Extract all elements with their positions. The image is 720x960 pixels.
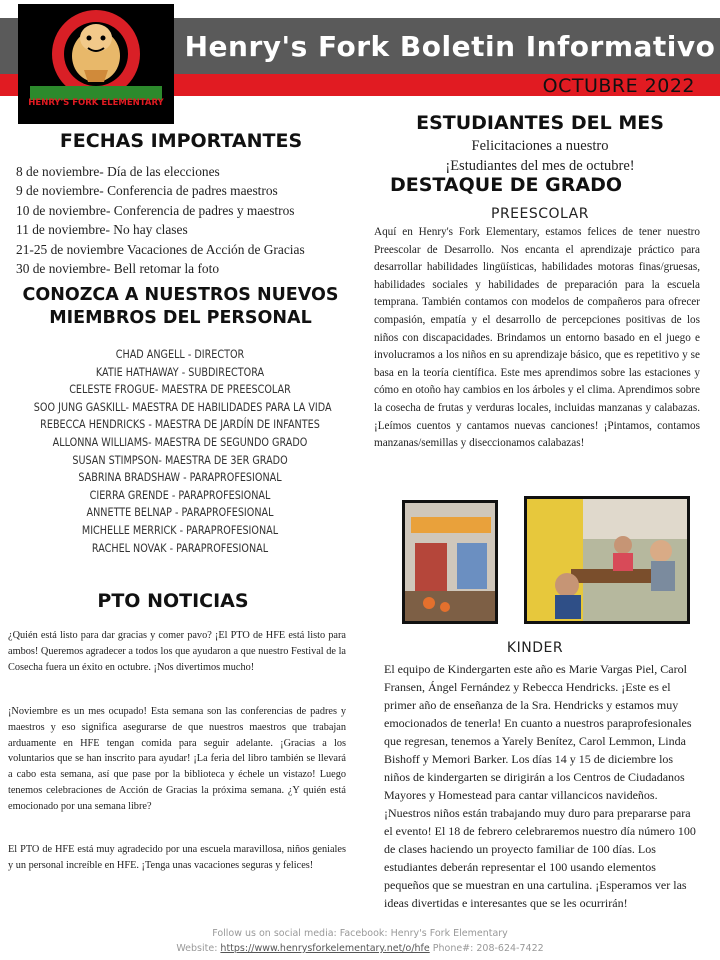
- staff-member: CIERRA GRENDE - PARAPROFESIONAL: [89, 488, 271, 502]
- classroom-image: [405, 503, 495, 621]
- pto-paragraph: El PTO de HFE está muy agradecido por una escuela maravillosa, niños geniales y un personal increíble en HFE. ¡Tenga unas vacaciones seguras y felices!: [8, 844, 346, 871]
- children-activity-image: [527, 499, 687, 621]
- staff-member: SABRINA BRADSHAW - PARAPROFESIONAL: [78, 471, 282, 485]
- date-item: 8 de noviembre- Día de las elecciones: [16, 164, 220, 179]
- date-item: 11 de noviembre- No hay clases: [16, 222, 188, 238]
- staff-member: MICHELLE MERRICK - PARAPROFESIONAL: [81, 523, 279, 537]
- new-staff-heading-line: CONOZCA A NUESTROS NUEVOS: [22, 285, 339, 305]
- footer-phone: Phone#: 208-624-7422: [429, 943, 544, 954]
- pto-paragraph: ¡Noviembre es un mes ocupado! Esta semana son las conferencias de padres y maestros y eso significa asegurarse de que nuestros maestros que trabajan arduamente en HFE tengan comida para seguir adelante. ¡Gracias a los voluntarios que se han inscrito para ayudar! ¡La feria del libro también se llevará a cabo esta semana, así que pase por la biblioteca y échele un vistazo! Luego tenemos celebraciones de Acción de Gracias la próxima semana. ¿Y quién está emocionado por una semana libre?: [8, 706, 346, 812]
- staff-member: SUSAN STIMPSON- MAESTRA DE 3ER GRADO: [72, 453, 288, 467]
- staff-member: ANNETTE BELNAP - PARAPROFESIONAL: [86, 506, 274, 520]
- newsletter-month: OCTUBRE 2022: [542, 75, 695, 97]
- date-item: 30 de noviembre- Bell retomar la foto: [16, 261, 220, 277]
- grade-highlight-heading: DESTAQUE DE GRADO: [389, 174, 623, 196]
- newsletter-title: Henry's Fork Boletin Informativo: [184, 30, 716, 63]
- preschool-text: Aquí en Henry's Fork Elementary, estamos felices de tener nuestro Preescolar de Desarrollo. Nos encanta el aprendizaje práctico para desarrollar habilidades lingüísticas, habilidades motoras finas/gruesas, habilidades sociales y habilidades de preparación para la escuela temprana. También contamos con modelos de compañeros para ofrecer compasión, empatía y el desarrollo de percepciones positivas de los niños con discapacidades. Brindamos un entorno basado en el juego e involucramos a los niños en su aprendizaje básico, que es repetitivo y se basa en la teoría científica. Este mes aprendimos sobre las estaciones y cómo en otoño hay cambios en los árboles y el clima. Aprendimos sobre la cosecha de frutas y verduras locales, incluidas manzanas y calabazas. ¡Leímos cuentos y cantamos nuevas canciones! ¡Pintamos, contamos manzanas/semillas y diseccionamos calabazas!: [374, 226, 700, 450]
- students-of-month-line: Felicitaciones a nuestro: [471, 138, 609, 154]
- preschool-title: PREESCOLAR: [491, 206, 589, 222]
- preschool-activity-photo: [524, 496, 690, 624]
- staff-member: SOO JUNG GASKILL- MAESTRA DE HABILIDADES PARA LA VIDA: [33, 400, 332, 414]
- students-of-month-line: ¡Estudiantes del mes de octubre!: [445, 158, 635, 174]
- staff-member: CELESTE FROGUE- MAESTRA DE PREESCOLAR: [69, 383, 291, 397]
- staff-member: KATIE HATHAWAY - SUBDIRECTORA: [95, 365, 265, 379]
- date-item: 9 de noviembre- Conferencia de padres maestros: [16, 183, 278, 199]
- footer-social: Follow us on social media: Facebook: Henry's Fork Elementary: [212, 928, 508, 939]
- kinder-text: El equipo de Kindergarten este año es Marie Vargas Piel, Carol Fransen, Ángel Fernández y Rebecca Hendricks. ¡Este es el primer año de enseñanza de la Sra. Hendricks y estamos muy emocionados de tenerla! En cuanto a nuestros paraprofesionales que regresan, tenemos a Yarely Benítez, Carol Lemmon, Linda Bishoff y Memori Barker. Los días 14 y 15 de diciembre los niños de kindergarten se dirigirán a los Centros de Ciudadanos Mayores y Homestead para cantar villancicos navideños. ¡Nuestros niños están trabajando muy duro para prepararse para el evento! El 18 de febrero celebraremos nuestro día número 100 de clases haciendo un proyecto familiar de 100 días. Los estudiantes deberán representar el 100 usando elementos pequeños que se muestran en una cartulina. ¡Esperamos ver las ideas divertidas e interesantes que se les ocurrirán!: [384, 662, 696, 910]
- footer: [0, 926, 720, 956]
- pto-paragraph: ¿Quién está listo para dar gracias y comer pavo? ¡El PTO de HFE está listo para ambos! Queremos agradecer a todos los que ayudaron a que nuestro Festival de la Cosecha fuera un éxito en octubre. ¡Nos divertimos mucho!: [8, 630, 346, 673]
- staff-list: [33, 346, 332, 557]
- staff-member: RACHEL NOVAK - PARAPROFESIONAL: [91, 541, 269, 555]
- important-dates-list: [16, 162, 361, 278]
- logo-caption: HENRY'S FORK ELEMENTARY: [28, 98, 164, 108]
- important-dates-heading: FECHAS IMPORTANTES: [59, 130, 303, 152]
- website-link[interactable]: https://www.henrysforkelementary.net/o/hfe: [220, 943, 430, 954]
- pto-heading: PTO NOTICIAS: [97, 590, 249, 612]
- staff-member: CHAD ANGELL - DIRECTOR: [115, 348, 245, 361]
- footer-website-label: Website:: [176, 943, 221, 954]
- new-staff-heading: [8, 284, 353, 330]
- students-of-month-heading: ESTUDIANTES DEL MES: [416, 112, 664, 134]
- students-of-month-text: [380, 136, 700, 176]
- new-staff-heading-line: MIEMBROS DEL PERSONAL: [49, 308, 312, 328]
- lion-mascot-icon: [24, 8, 168, 100]
- date-item: 10 de noviembre- Conferencia de padres y maestros: [16, 202, 295, 218]
- preschool-classroom-photo: [402, 500, 498, 624]
- staff-member: ALLONNA WILLIAMS- MAESTRA DE SEGUNDO GRADO: [52, 435, 308, 449]
- staff-member: REBECCA HENDRICKS - MAESTRA DE JARDÍN DE INFANTES: [40, 418, 320, 432]
- kinder-title: KINDER: [506, 640, 564, 656]
- date-item: 21-25 de noviembre Vacaciones de Acción de Gracias: [16, 241, 305, 257]
- footer-contact: [0, 941, 720, 956]
